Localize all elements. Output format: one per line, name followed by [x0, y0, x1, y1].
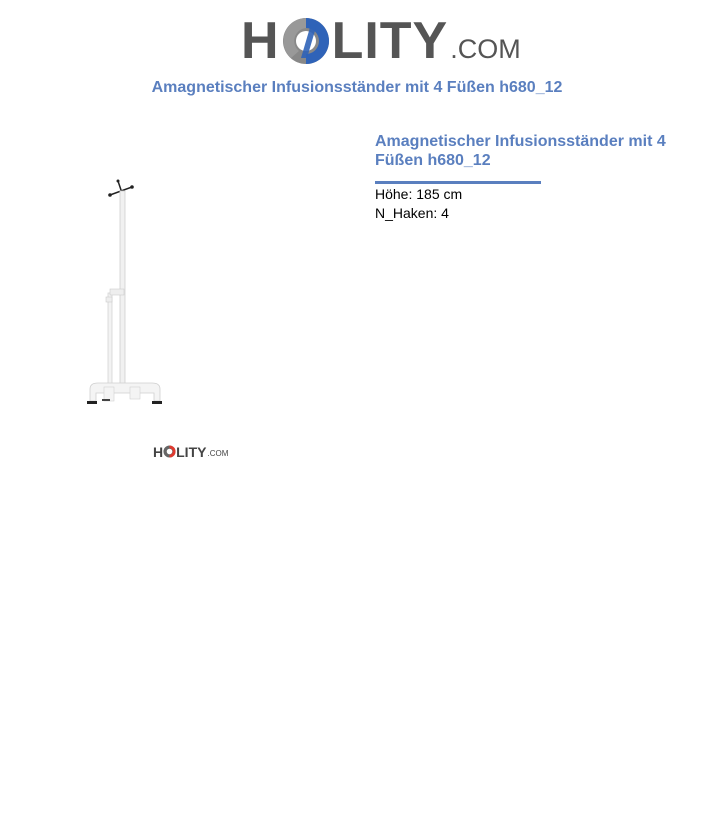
mini-logo-wordmark	[153, 444, 206, 459]
logo-letters-lity: LITY	[331, 12, 449, 70]
logo-wordmark	[241, 14, 448, 68]
logo-suffix: .COM	[450, 34, 521, 64]
mini-logo-o-icon	[163, 444, 176, 459]
title-underline	[375, 181, 541, 184]
site-logo[interactable]	[241, 10, 521, 68]
iv-stand-image	[82, 175, 172, 413]
logo-letter-h: H	[241, 12, 280, 70]
page-title: Amagnetischer Infusionsständer mit 4 Füßen h680_12	[151, 79, 563, 96]
mini-logo-letter-h: H	[153, 443, 164, 460]
mini-logo-suffix: .COM	[207, 449, 229, 458]
spec-hooks: N_Haken: 4	[375, 205, 449, 221]
spec-height: Höhe: 185 cm	[375, 186, 463, 202]
mini-logo	[153, 444, 228, 459]
product-title: Amagnetischer Infusionsständer mit 4 Füßen h680_12	[375, 133, 666, 169]
logo-o-icon	[281, 14, 331, 68]
mini-logo-letters-lity: LITY	[176, 443, 207, 460]
